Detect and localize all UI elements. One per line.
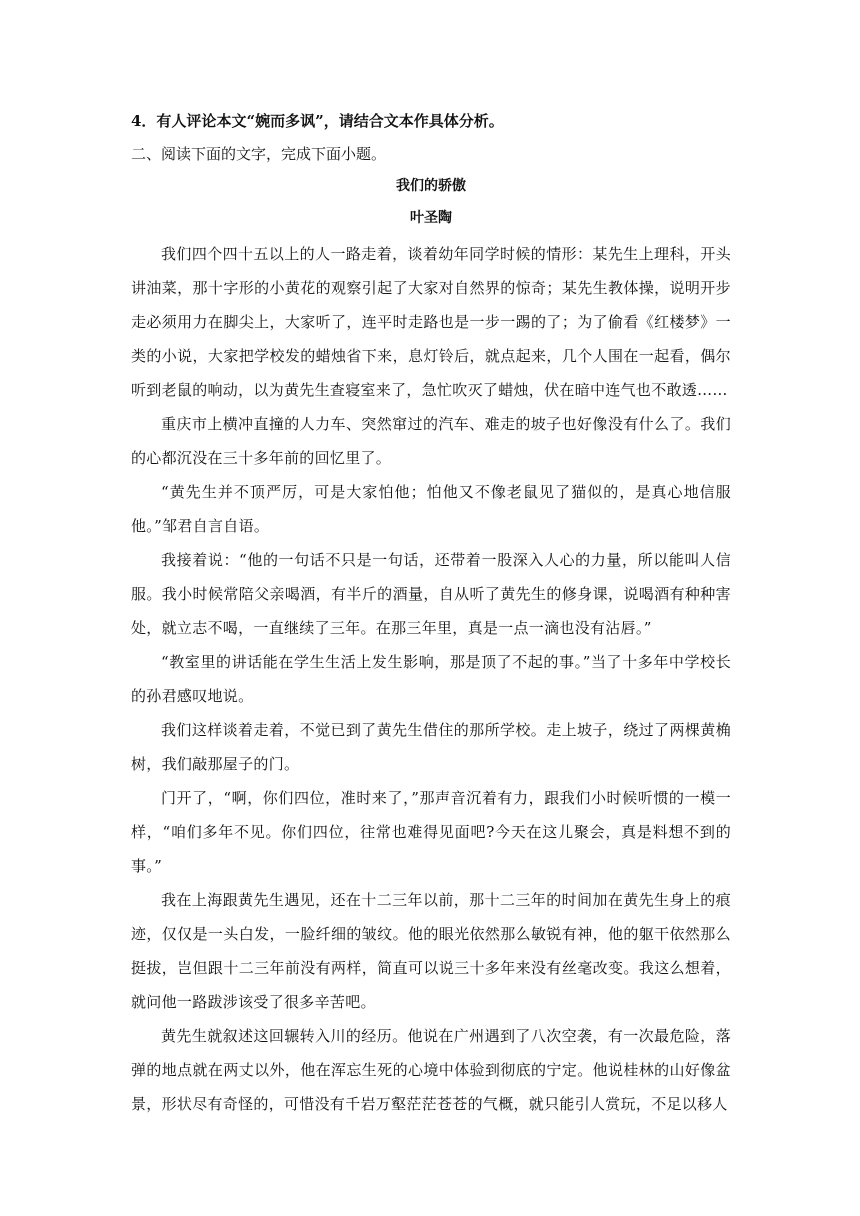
paragraph: 重庆市上横冲直撞的人力车、突然窜过的汽车、难走的坡子也好像没有什么了。我们的心都沉没在三十多年前的回忆里了。 — [131, 415, 731, 467]
paragraph: 我在上海跟黄先生遇见，还在十二三年以前，那十二三年的时间加在黄先生身上的痕迹，仅仅是一头白发，一脸纤细的皱纹。他的眼光依然那么敏锐有神，他的躯干依然那么挺拔，岂但跟十二三年前没有两样，简直可以说三十多年来没有丝毫改变。我这么想着，就问他一路跋涉该受了很多辛苦吧。 — [131, 891, 731, 1011]
article-title: 我们的骄傲 — [396, 178, 466, 194]
section-heading: 二、阅读下面的文字，完成下面小题。 — [131, 145, 387, 163]
paragraph: 我接着说：“他的一句话不只是一句话，还带着一股深入人心的力量，所以能叫人信服。我小时候常陪父亲喝酒，有半斤的酒量，自从听了黄先生的修身课，说喝酒有种种害处，就立志不喝，一直继续了三年。在那三年里，真是一点一滴也没有沾唇。” — [131, 551, 731, 637]
paragraph: “教室里的讲话能在学生生活上发生影响，那是顶了不起的事。”当了十多年中学校长的孙君感叹地说。 — [131, 653, 731, 705]
paragraph: 我们这样谈着走着，不觉已到了黄先生借住的那所学校。走上坡子，绕过了两棵黄桷树，我们敲那屋子的门。 — [131, 721, 731, 773]
paragraph: 我们四个四十五以上的人一路走着，谈着幼年同学时候的情形：某先生上理科，开头讲油菜，那十字形的小黄花的观察引起了大家对自然界的惊奇；某先生教体操，说明开步走必须用力在脚尖上，大家听了，连平时走路也是一步一踢的了；为了偷看《红楼梦》一类的小说，大家把学校发的蜡烛省下来，息灯铃后，就点起来，几个人围在一起看，偶尔听到老鼠的响动，以为黄先生查寝室来了，急忙吹灭了蜡烛，伏在暗中连气也不敢透…… — [131, 245, 731, 399]
question-4: 4．有人评论本文“婉而多讽”，请结合文本作具体分析。 — [131, 112, 504, 130]
paragraph: 门开了，“啊，你们四位，准时来了，”那声音沉着有力，跟我们小时候听惯的一模一样，“咱们多年不见。你们四位，往常也难得见面吧?今天在这儿聚会，真是料想不到的事。” — [131, 789, 731, 875]
paragraph: “黄先生并不顶严厉，可是大家怕他；怕他又不像老鼠见了猫似的，是真心地信服他。”邹君自言自语。 — [131, 483, 731, 535]
paragraph: 黄先生就叙述这回辗转入川的经历。他说在广州遇到了八次空袭，有一次最危险，落弹的地点就在两丈以外，他在浑忘生死的心境中体验到彻底的宁定。他说桂林的山好像盆景，形状尽有奇怪的，可惜没有千岩万壑茫茫苍苍的气概，就只能引人赏玩，不足以移人 — [131, 1027, 731, 1113]
article-author: 叶圣陶 — [410, 210, 452, 226]
document-page — [131, 110, 731, 1121]
